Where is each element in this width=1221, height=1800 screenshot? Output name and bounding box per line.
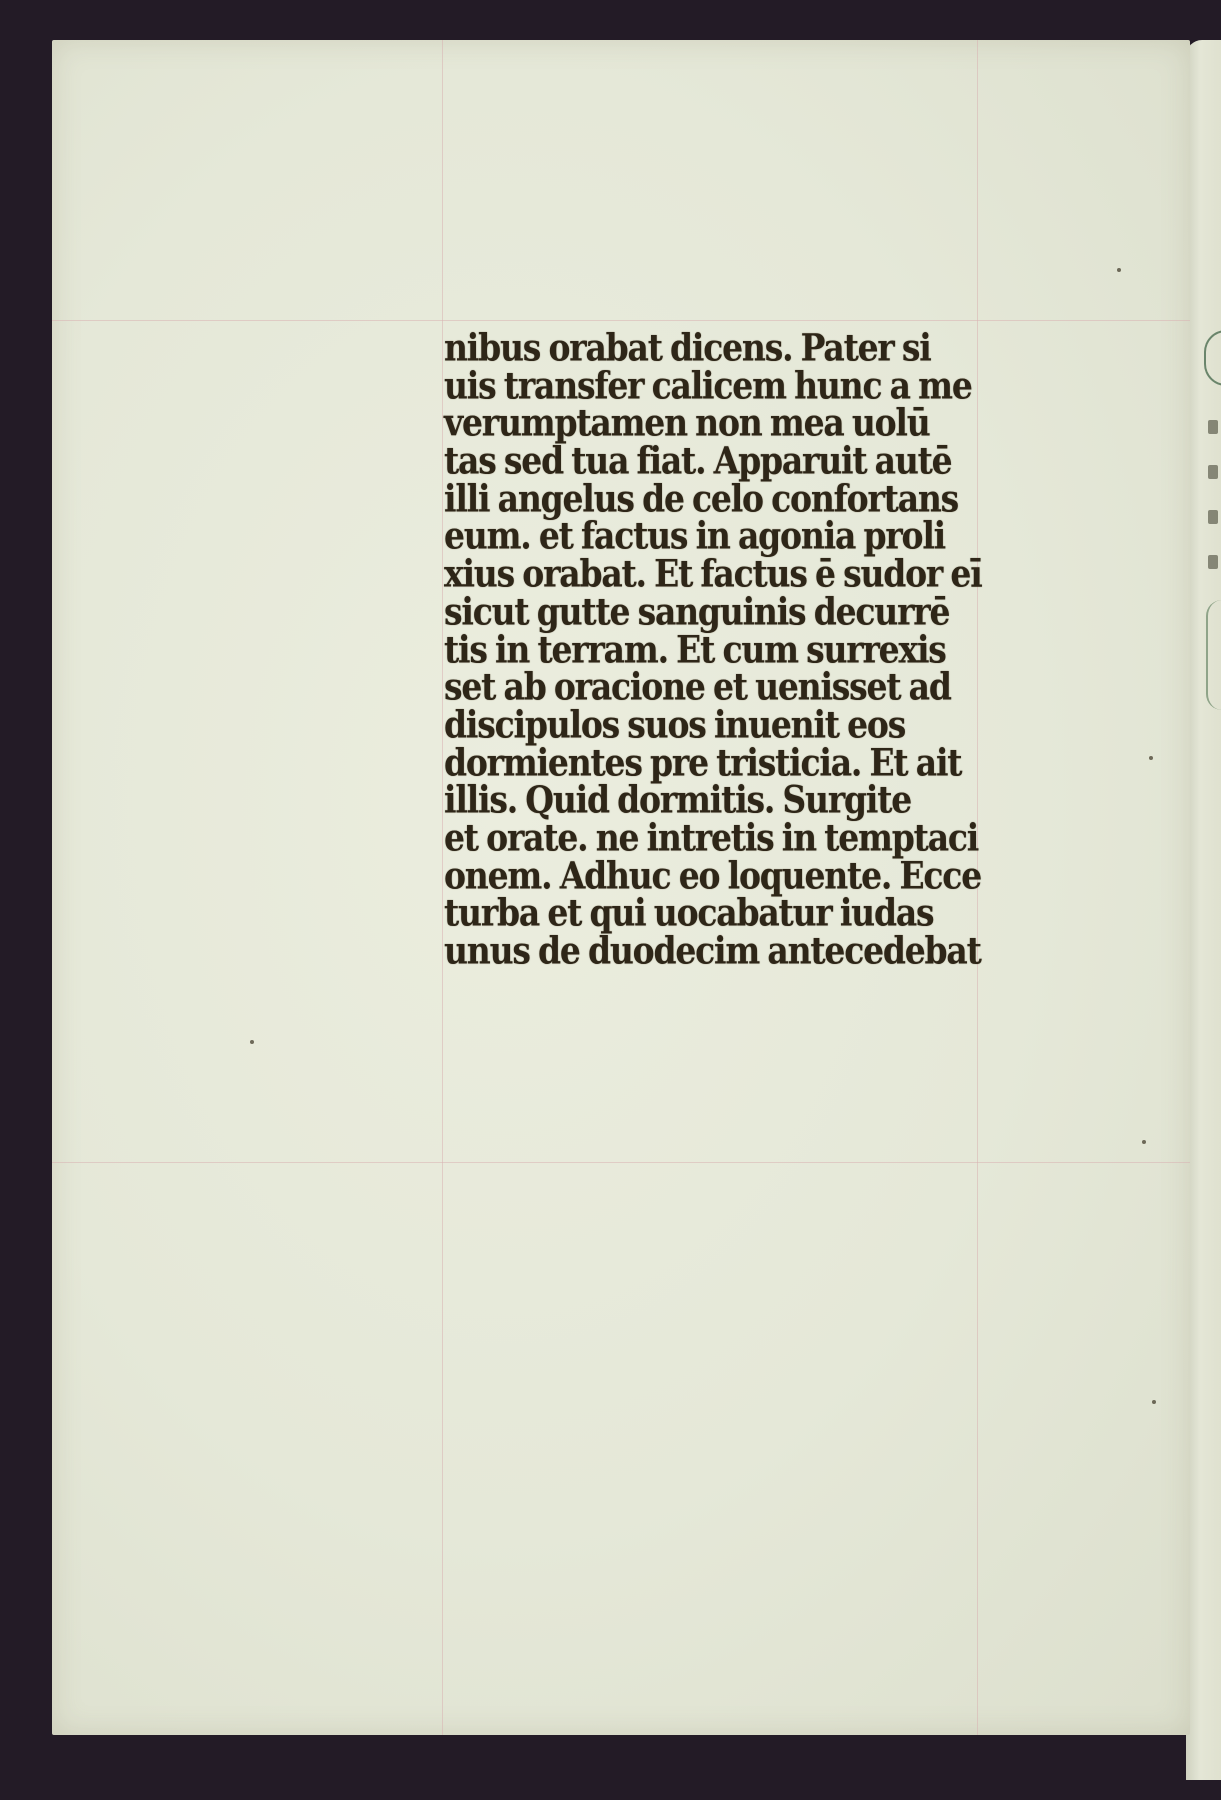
text-line: set ab oracione et uenisset ad [444, 664, 951, 709]
text-line: turba et qui uocabatur iudas [444, 890, 934, 935]
text-line: eum. et factus in agonia proli [444, 514, 946, 558]
ruling-line-horizontal [52, 1162, 1190, 1163]
adjacent-page-ink-mark [1208, 465, 1218, 479]
text-line: et orate. ne intretis in temptaci [444, 815, 979, 860]
vellum-speck [1142, 1140, 1146, 1144]
adjacent-page-ink-mark [1208, 555, 1218, 569]
text-line: dormientes pre tristicia. Et ait [444, 740, 962, 784]
text-line: illis. Quid dormitis. Surgite [444, 777, 912, 822]
text-line: discipulos suos inuenit eos [444, 702, 906, 747]
text-line: xius orabat. Et factus ē sudor eī [444, 551, 982, 596]
adjacent-page-ink-mark [1208, 510, 1218, 524]
vellum-speck [1117, 268, 1121, 272]
text-line: nibus orabat dicens. Pater si [444, 325, 931, 370]
ruling-line-vertical [442, 40, 443, 1735]
adjacent-page-ink-mark [1208, 420, 1218, 434]
text-line: unus de duodecim antecedebat [444, 928, 981, 973]
text-line: sicut gutte sanguinis decurrē [444, 589, 950, 634]
text-line: tas sed tua fiat. Apparuit autē [444, 438, 952, 483]
text-line: illi angelus de celo confortans [444, 476, 959, 521]
adjacent-page-ornament-icon [1204, 330, 1221, 386]
ruling-line-horizontal [52, 320, 1190, 321]
adjacent-page-vine-icon [1206, 600, 1221, 710]
adjacent-page-edge [1186, 40, 1221, 1780]
vellum-speck [1152, 1400, 1156, 1404]
text-line: tis in terram. Et cum surrexis [444, 627, 946, 671]
text-line: verumptamen non mea uolū [444, 400, 930, 445]
text-line: uis transfer calicem hunc a me [444, 363, 972, 407]
vellum-speck [1149, 756, 1153, 760]
vellum-speck [250, 1040, 254, 1044]
gothic-text-block [444, 325, 1009, 973]
text-line: onem. Adhuc eo loquente. Ecce [444, 853, 981, 897]
